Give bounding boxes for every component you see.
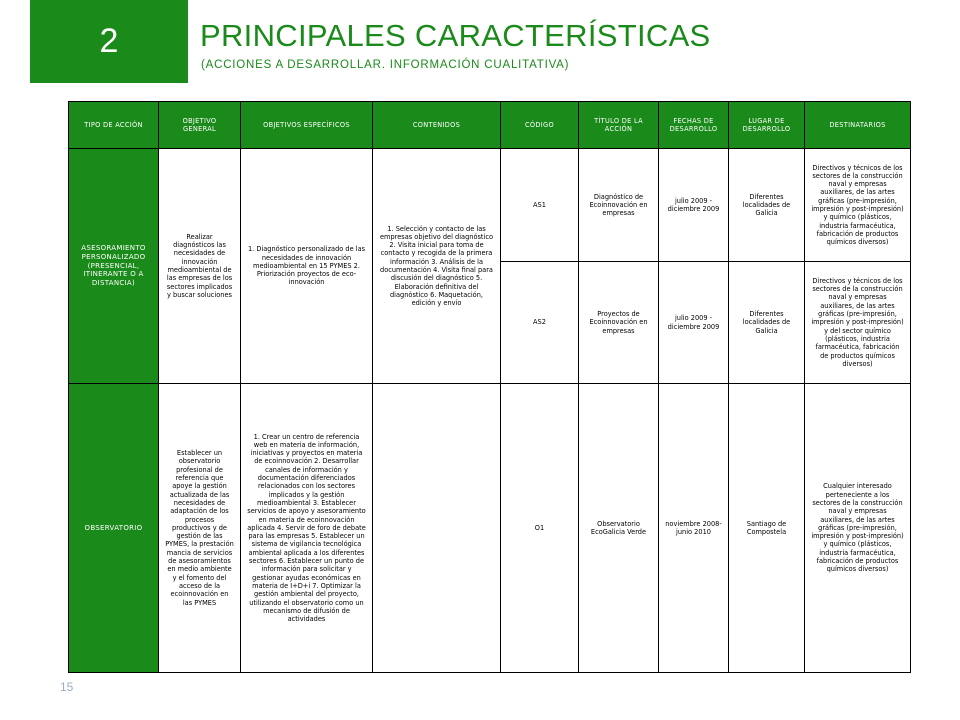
destinatarios-cell: Cualquier interesado perteneciente a los sectores de la construcción naval y empresas auxiliares, de las artes gráficas (pre-impresión, impresión y post-impresión) y químico (plásticos, industria farmacéutica, fabricación de productos químicos diversos) [805, 384, 911, 673]
destinatarios-cell: Directivos y técnicos de los sectores de la construcción naval y empresas auxiliares, de las artes gráficas (pre-impresión, impresión y post-impresión) y del sector químico (plásticos, industria farmacéutica, fabricación de productos químicos diversos) [805, 262, 911, 384]
col-header-codigo: CÓDIGO [501, 102, 579, 149]
contenidos-cell: 1. Selección y contacto de las empresas objetivo del diagnóstico 2. Visita inicial para toma de contacto y recogida de la primera información 3. Análisis de la documentación 4. Visita final para discusión del diagnóstico 5. Elaboración definitiva del diagnóstico 6. Maquetación, edición y envío [373, 149, 501, 384]
codigo-cell: AS1 [501, 149, 579, 262]
col-header-tipo: TIPO DE ACCIÓN [69, 102, 159, 149]
col-header-lugar: LUGAR DE DESARROLLO [729, 102, 805, 149]
type-cell-asesoramiento: ASESORAMIENTO PERSONALIZADO (PRESENCIAL, ITINERANTE O A DISTANCIA) [69, 149, 159, 384]
objetivos-especificos-cell: 1. Crear un centro de referencia web en materia de información, iniciativas y proyectos en materia de ecoinnovación 2. Desarrollar canales de información y documentación diferenciados relacionados con los sectores implicados y la gestión medioambiental 3. Establecer servicios de apoyo y asesoramiento en materia de ecoinnovación aplicada 4. Servir de foro de debate para las empresas 5. Establecer un sistema de vigilancia tecnológica ambiental aplicada a los diferentes sectores 6. Establecer un punto de información para solicitar y gestionar ayudas económicas en materia de I+D+i 7. Optimizar la gestión ambiental del proyecto, utilizando el observatorio como un mecanismo de difusión de actividades [241, 384, 373, 673]
col-header-fechas: FECHAS DE DESARROLLO [659, 102, 729, 149]
table-header-row [69, 102, 911, 149]
objetivo-general-cell: Establecer un observatorio profesional de referencia que apoye la gestión actualizada de las necesidades de adaptación de los procesos productivos y de gestión de las PYMES, la prestación mancia de servicios de asesoramientos en medio ambiente y el fomento del acceso de la ecoinnovación en las PYMES [159, 384, 241, 673]
titulo-cell: Proyectos de Ecoinnovación en empresas [579, 262, 659, 384]
col-header-destinatarios: DESTINATARIOS [805, 102, 911, 149]
fechas-cell: julio 2009 - diciembre 2009 [659, 149, 729, 262]
destinatarios-cell: Directivos y técnicos de los sectores de la construcción naval y empresas auxiliares, de las artes gráficas (pre-impresión, impresión y post-impresión) y químico (plásticos, industria farmacéutica, fabricación de productos químicos diversos) [805, 149, 911, 262]
table-row [69, 149, 911, 262]
titulo-cell: Observatorio EcoGalicia Verde [579, 384, 659, 673]
codigo-cell: AS2 [501, 262, 579, 384]
actions-table [68, 101, 911, 673]
col-header-titulo: TÍTULO DE LA ACCIÓN [579, 102, 659, 149]
objetivo-general-cell: Realizar diagnósticos las necesidades de innovación medioambiental de las empresas de los sectores implicados y buscar soluciones [159, 149, 241, 384]
type-cell-observatorio: OBSERVATORIO [69, 384, 159, 673]
col-header-objetivos-especificos: OBJETIVOS ESPECÍFICOS [241, 102, 373, 149]
titulo-cell: Diagnóstico de Ecoinnovación en empresas [579, 149, 659, 262]
fechas-cell: noviembre 2008-junio 2010 [659, 384, 729, 673]
contenidos-cell [373, 384, 501, 673]
lugar-cell: Diferentes localidades de Galicia [729, 262, 805, 384]
table-row [69, 384, 911, 673]
col-header-contenidos: CONTENIDOS [373, 102, 501, 149]
fechas-cell: julio 2009 - diciembre 2009 [659, 262, 729, 384]
page-title: PRINCIPALES CARACTERÍSTICAS [200, 18, 711, 53]
section-number-box [30, 0, 188, 83]
objetivos-especificos-cell: 1. Diagnóstico personalizado de las necesidades de innovación medioambiental en 15 PYMES 2. Priorización proyectos de eco-innovación [241, 149, 373, 384]
lugar-cell: Santiago de Compostela [729, 384, 805, 673]
section-number: 2 [99, 22, 119, 60]
lugar-cell: Diferentes localidades de Galicia [729, 149, 805, 262]
page-number: 15 [60, 680, 74, 694]
col-header-objetivo-general: OBJETIVO GENERAL [159, 102, 241, 149]
page-subtitle: (ACCIONES A DESARROLLAR. INFORMACIÓN CUALITATIVA) [201, 59, 570, 71]
codigo-cell: O1 [501, 384, 579, 673]
